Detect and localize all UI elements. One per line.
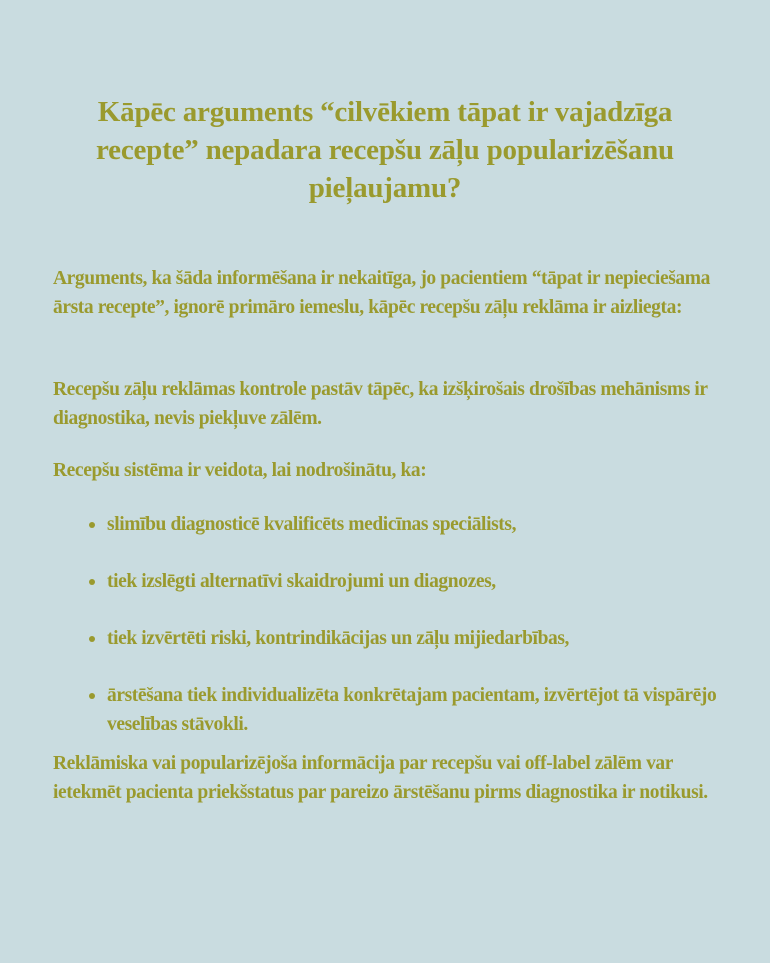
intro-paragraph: Arguments, ka šāda informēšana ir nekaitīga, jo pacientiem “tāpat ir nepieciešama ārsta recepte”, ignorē primāro iemeslu, kāpēc recepšu zāļu reklāma ir aizliegta: — [53, 268, 710, 318]
bullet-icon — [89, 636, 95, 642]
list-item — [53, 510, 733, 539]
list-item — [53, 681, 733, 739]
explanation-paragraph: Recepšu zāļu reklāmas kontrole pastāv tāpēc, ka izšķirošais drošības mehānisms ir diagnostika, nevis piekļuve zālēm. — [53, 379, 708, 429]
list-lead-paragraph: Recepšu sistēma ir veidota, lai nodrošinātu, ka: — [53, 460, 427, 481]
bullet-icon — [89, 693, 95, 699]
page-title: Kāpēc arguments “cilvēkiem tāpat ir vajadzīga recepte” nepadara recepšu zāļu popularizēšanu pieļaujamu? — [96, 96, 674, 204]
requirements-list — [53, 510, 733, 767]
list-item — [53, 624, 733, 653]
list-item-text: slimību diagnosticē kvalificēts medicīnas speciālists, — [107, 514, 517, 535]
list-item-text: ārstēšana tiek individualizēta konkrētajam pacientam, izvērtējot tā vispārējo veselības stāvokli. — [107, 685, 717, 735]
list-item — [53, 567, 733, 596]
list-item-text: tiek izvērtēti riski, kontrindikācijas un zāļu mijiedarbības, — [107, 628, 570, 649]
closing-paragraph: Reklāmiska vai popularizējoša informācija par recepšu vai off-label zālēm var ietekmēt pacienta priekšstatus par pareizo ārstēšanu pirms diagnostika ir notikusi. — [53, 753, 708, 803]
bullet-icon — [89, 522, 95, 528]
list-item-text: tiek izslēgti alternatīvi skaidrojumi un diagnozes, — [107, 571, 496, 592]
bullet-icon — [89, 579, 95, 585]
